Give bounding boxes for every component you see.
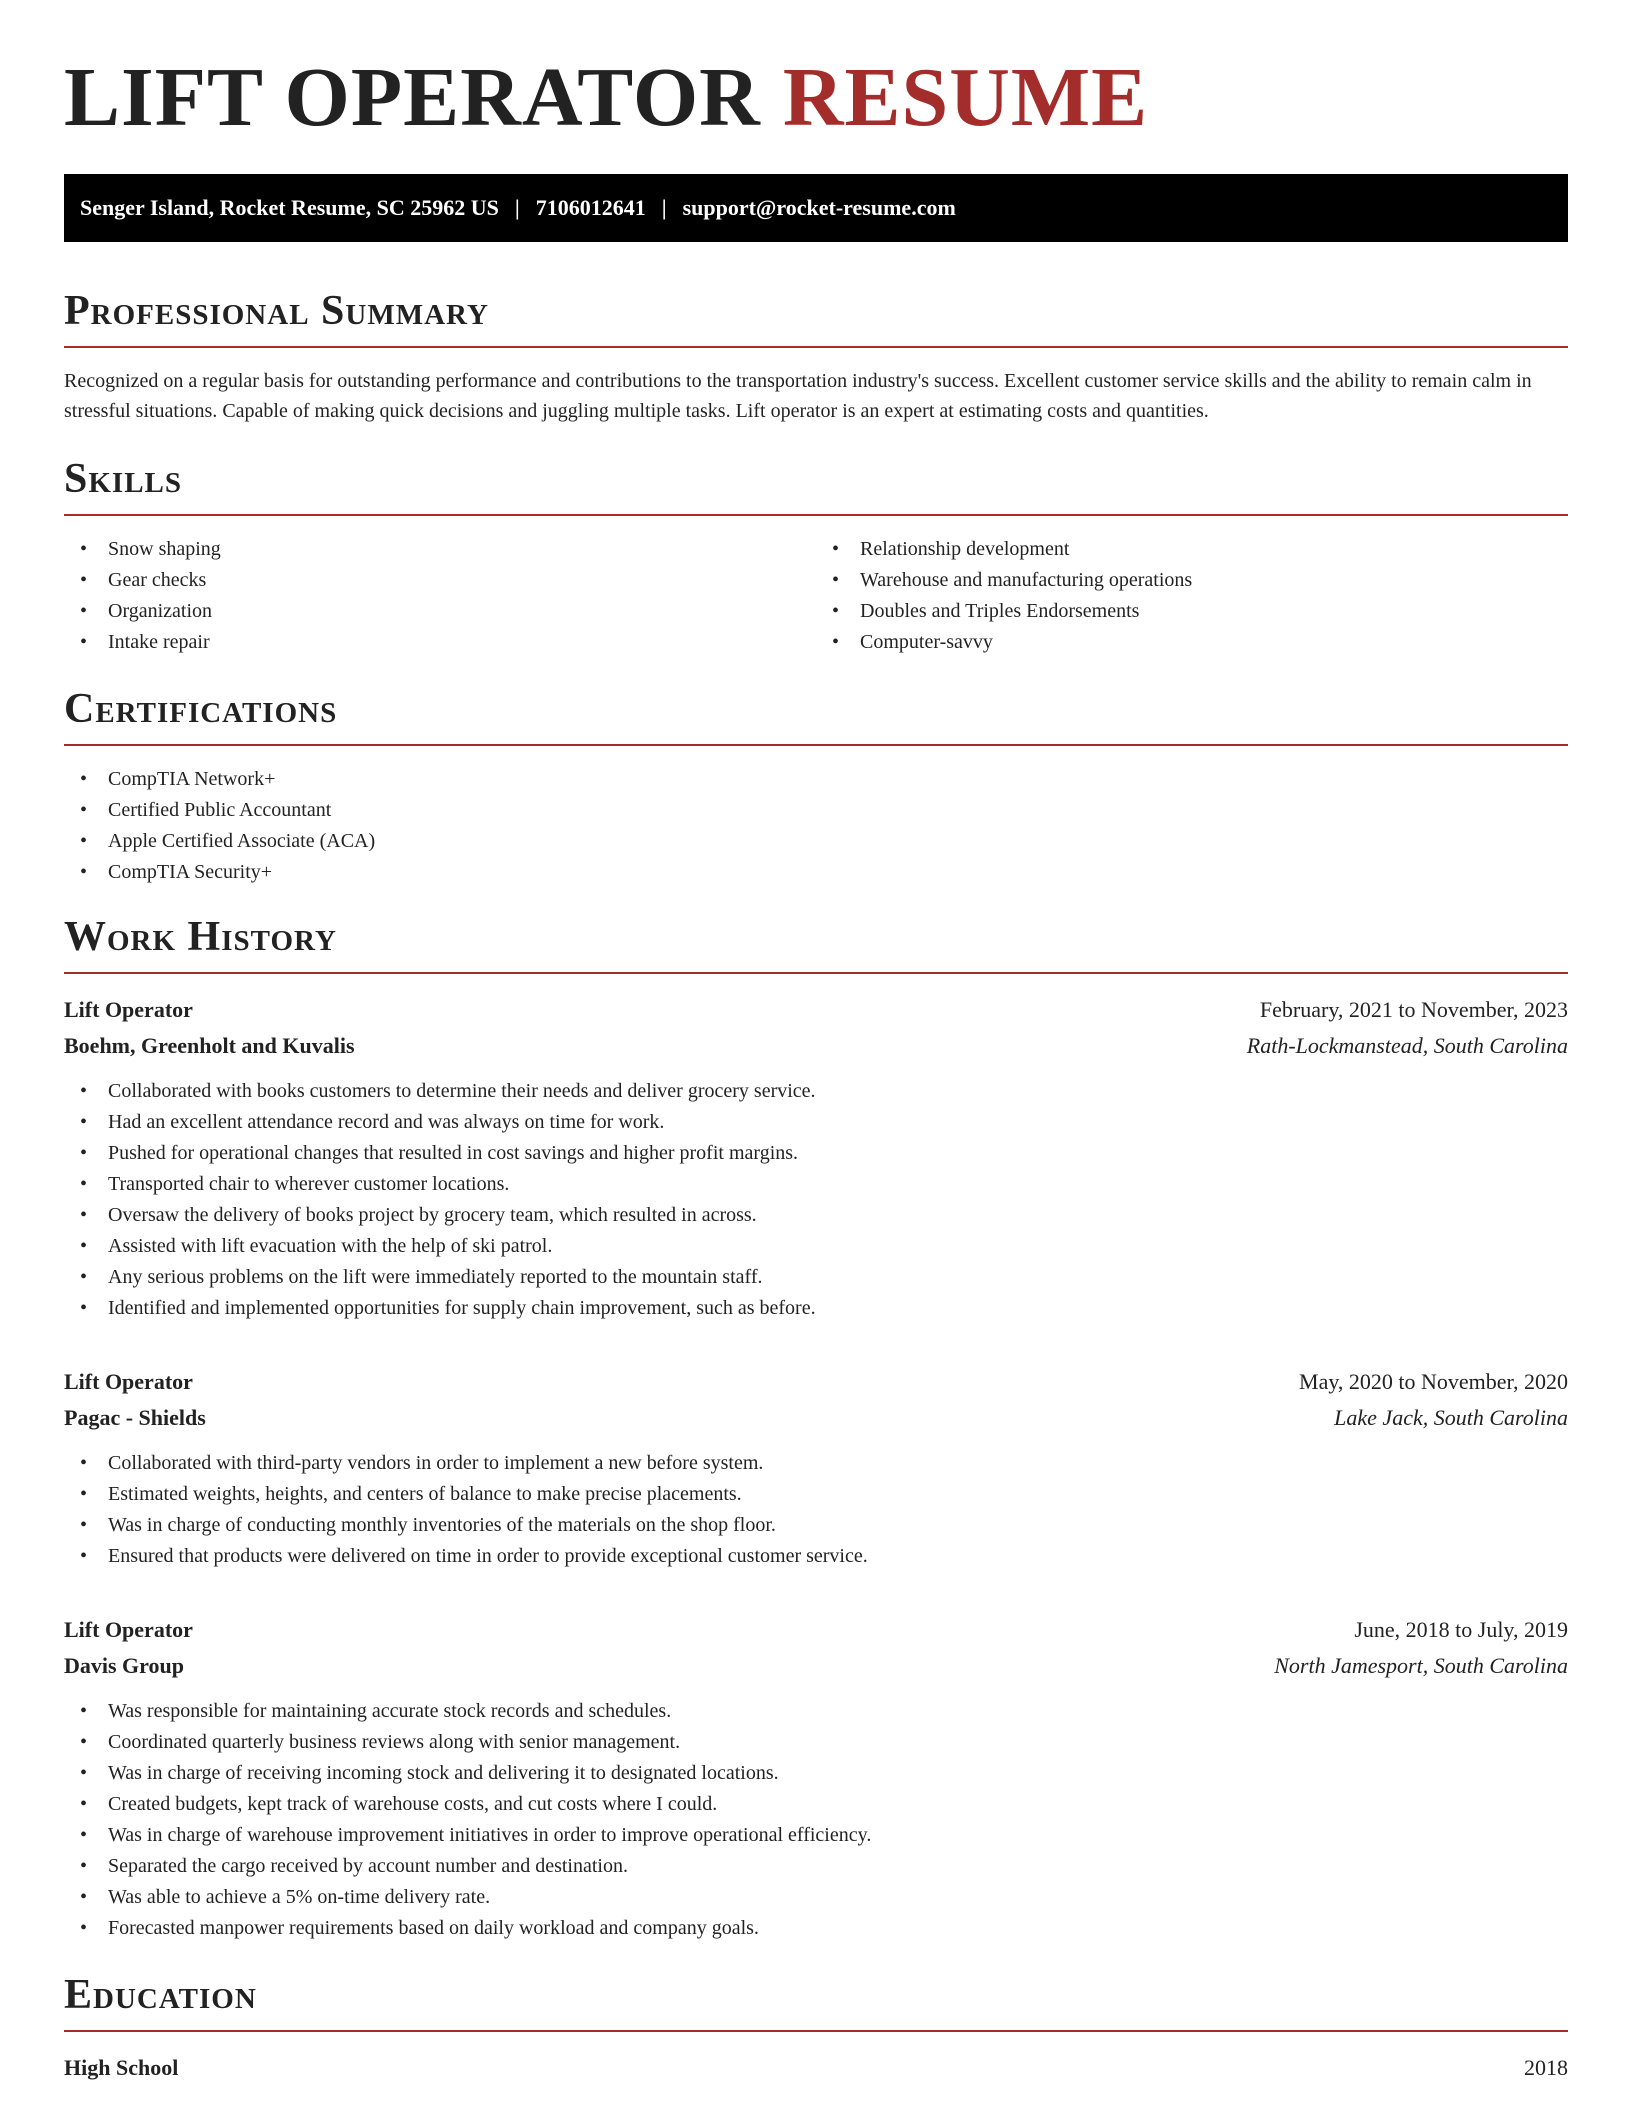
job-company-row [64,1648,1568,1684]
job-duties-list [64,1076,1568,1324]
skill-item: • Snow shaping [108,534,816,565]
contact-separator: | [514,195,520,220]
job-company: Boehm, Greenholt and Kuvalis [64,1033,355,1058]
job-title: Lift Operator [64,997,193,1022]
job-duties-list [64,1448,1568,1572]
job-location: Rath-Lockmanstead, South Carolina [1246,1033,1568,1058]
contact-separator: | [661,195,667,220]
skill-item: • Organization [108,596,816,627]
job-title: Lift Operator [64,1369,193,1394]
job-header-row [64,1364,1568,1400]
work-history-section [64,916,1568,1944]
job-duty: • Was responsible for maintaining accurate stock records and schedules. [108,1696,1568,1727]
certification-item: • CompTIA Security+ [108,857,1568,888]
education-year: 2018 [1524,2055,1568,2080]
job-duty: • Separated the cargo received by account number and destination. [108,1851,1568,1882]
job-duty: • Identified and implemented opportunities for supply chain improvement, such as before. [108,1293,1568,1324]
job-duty: • Was in charge of warehouse improvement initiatives in order to improve operational efficiency. [108,1820,1568,1851]
summary-section [64,290,1568,426]
contact-bar [64,174,1568,242]
skill-item: • Gear checks [108,565,816,596]
skill-item: • Relationship development [860,534,1568,565]
skill-item: • Warehouse and manufacturing operations [860,565,1568,596]
job-duty: • Pushed for operational changes that resulted in cost savings and higher profit margins. [108,1138,1568,1169]
skill-item: • Doubles and Triples Endorsements [860,596,1568,627]
job-duty: • Oversaw the delivery of books project by grocery team, which resulted in across. [108,1200,1568,1231]
job-duty: • Created budgets, kept track of warehouse costs, and cut costs where I could. [108,1789,1568,1820]
job-header-row [64,1612,1568,1648]
job-entry [64,1612,1568,1944]
education-section [64,1974,1568,2086]
job-location: Lake Jack, South Carolina [1334,1405,1568,1430]
job-duty: • Ensured that products were delivered on time in order to provide exceptional customer service. [108,1541,1568,1572]
skill-item: • Computer-savvy [860,627,1568,658]
title-main: LIFT OPERATOR [64,51,761,144]
certification-item: • Certified Public Accountant [108,795,1568,826]
job-company-row [64,1028,1568,1064]
section-heading-education: Education [64,1974,1568,2032]
skills-section [64,458,1568,658]
job-company: Davis Group [64,1653,185,1678]
certifications-section [64,688,1568,888]
contact-phone: 7106012641 [535,195,646,220]
title-accent: RESUME [782,51,1149,144]
job-dates: June, 2018 to July, 2019 [1354,1617,1568,1642]
job-duty: • Collaborated with third-party vendors in order to implement a new before system. [108,1448,1568,1479]
job-duty: • Was in charge of conducting monthly inventories of the materials on the shop floor. [108,1510,1568,1541]
certification-item: • Apple Certified Associate (ACA) [108,826,1568,857]
contact-email: support@rocket-resume.com [682,195,956,220]
job-header-row [64,992,1568,1028]
skill-item: • Intake repair [108,627,816,658]
section-heading-summary: Professional Summary [64,290,1568,348]
job-duty: • Had an excellent attendance record and was always on time for work. [108,1107,1568,1138]
job-dates: May, 2020 to November, 2020 [1299,1369,1568,1394]
job-entry [64,992,1568,1324]
job-entry [64,1364,1568,1572]
summary-text: Recognized on a regular basis for outstanding performance and contributions to the transportation industry's success. Excellent customer service skills and the ability to remain calm in stressful situations. Capable of making quick decisions and juggling multiple tasks. Lift operator is an expert at estimating costs and quantities. [64,370,1532,422]
job-duty: • Forecasted manpower requirements based on daily workload and company goals. [108,1913,1568,1944]
job-location: North Jamesport, South Carolina [1274,1653,1568,1678]
contact-address: Senger Island, Rocket Resume, SC 25962 US [80,195,499,220]
job-duty: • Coordinated quarterly business reviews along with senior management. [108,1727,1568,1758]
skills-list-right [816,534,1568,658]
section-heading-certifications: Certifications [64,688,1568,746]
section-heading-skills: Skills [64,458,1568,516]
job-duty: • Assisted with lift evacuation with the help of ski patrol. [108,1231,1568,1262]
job-title: Lift Operator [64,1617,193,1642]
job-company-row [64,1400,1568,1436]
job-duty: • Was in charge of receiving incoming stock and delivering it to designated locations. [108,1758,1568,1789]
education-degree: High School [64,2055,179,2080]
job-duty: • Estimated weights, heights, and centers of balance to make precise placements. [108,1479,1568,1510]
certification-item: • CompTIA Network+ [108,764,1568,795]
education-row [64,2050,1568,2086]
skills-list-left [64,534,816,658]
skills-columns [64,516,1568,658]
certifications-list [64,764,1568,888]
resume-title [64,0,1568,144]
job-duty: • Was able to achieve a 5% on-time delivery rate. [108,1882,1568,1913]
job-duties-list [64,1696,1568,1944]
job-dates: February, 2021 to November, 2023 [1259,997,1568,1022]
job-duty: • Collaborated with books customers to determine their needs and deliver grocery service. [108,1076,1568,1107]
job-company: Pagac - Shields [64,1405,206,1430]
job-duty: • Transported chair to wherever customer locations. [108,1169,1568,1200]
section-heading-work-history: Work History [64,916,1568,974]
job-duty: • Any serious problems on the lift were immediately reported to the mountain staff. [108,1262,1568,1293]
